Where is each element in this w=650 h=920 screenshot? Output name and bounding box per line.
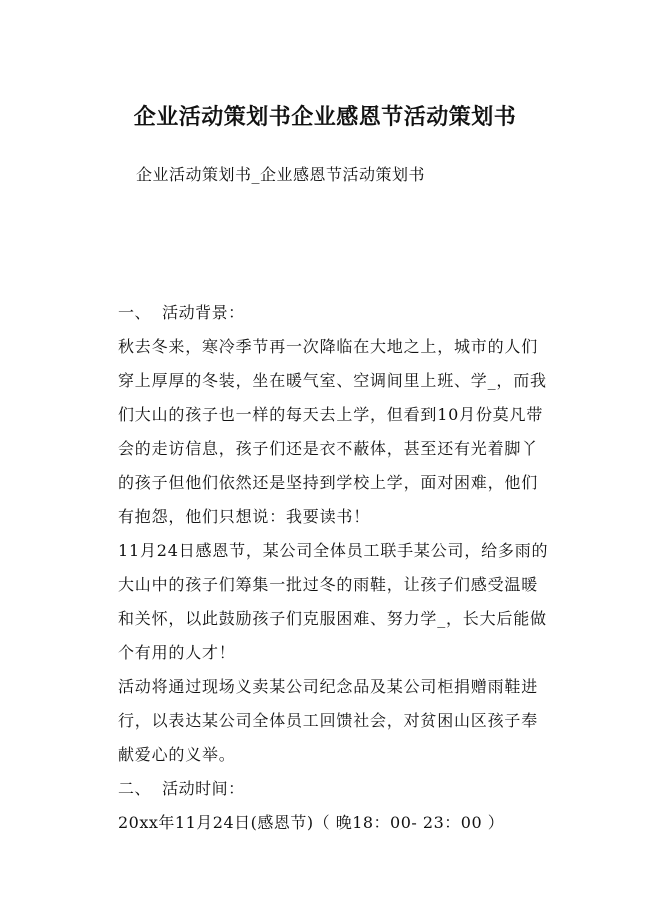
activity-time-line: 20xx年11月24日(感恩节)（ 晚18：00- 23：00 ） bbox=[118, 813, 505, 832]
paragraph-background bbox=[118, 330, 554, 534]
paragraph-text: 活动将通过现场义卖某公司纪念品及某公司柜捐赠雨鞋进行，以表达某公司全体员工回馈社会，对贫困山区孩子奉献爱心的义举。 bbox=[118, 677, 539, 764]
paragraph-text: 11月24日感恩节，某公司全体员工联手某公司，给多雨的大山中的孩子们筹集一批过冬的雨鞋，让孩子们感受温暖和关怀，以此鼓励孩子们克服困难、努力学_，长大后能做个有用的人才！ bbox=[118, 541, 549, 662]
paragraph-activity bbox=[118, 670, 554, 772]
section-heading-background: 一、 活动背景： bbox=[118, 303, 245, 322]
section-heading-time: 二、 活动时间： bbox=[118, 779, 245, 798]
paragraph-thanksgiving bbox=[118, 534, 554, 670]
document-subtitle: 企业活动策划书_企业感恩节活动策划书 bbox=[136, 165, 426, 184]
document-title: 企业活动策划书企业感恩节活动策划书 bbox=[133, 104, 517, 130]
paragraph-text: 秋去冬来，寒冷季节再一次降临在大地之上，城市的人们穿上厚厚的冬装，坐在暖气室、空调间里上班、学_，而我们大山的孩子也一样的每天去上学，但看到10月份莫凡带会的走访信息，孩子们还是衣不蔽体，甚至还有光着脚丫的孩子但他们依然还是坚持到学校上学，面对困难，他们有抱怨，他们只想说：我要读书！ bbox=[118, 337, 547, 526]
